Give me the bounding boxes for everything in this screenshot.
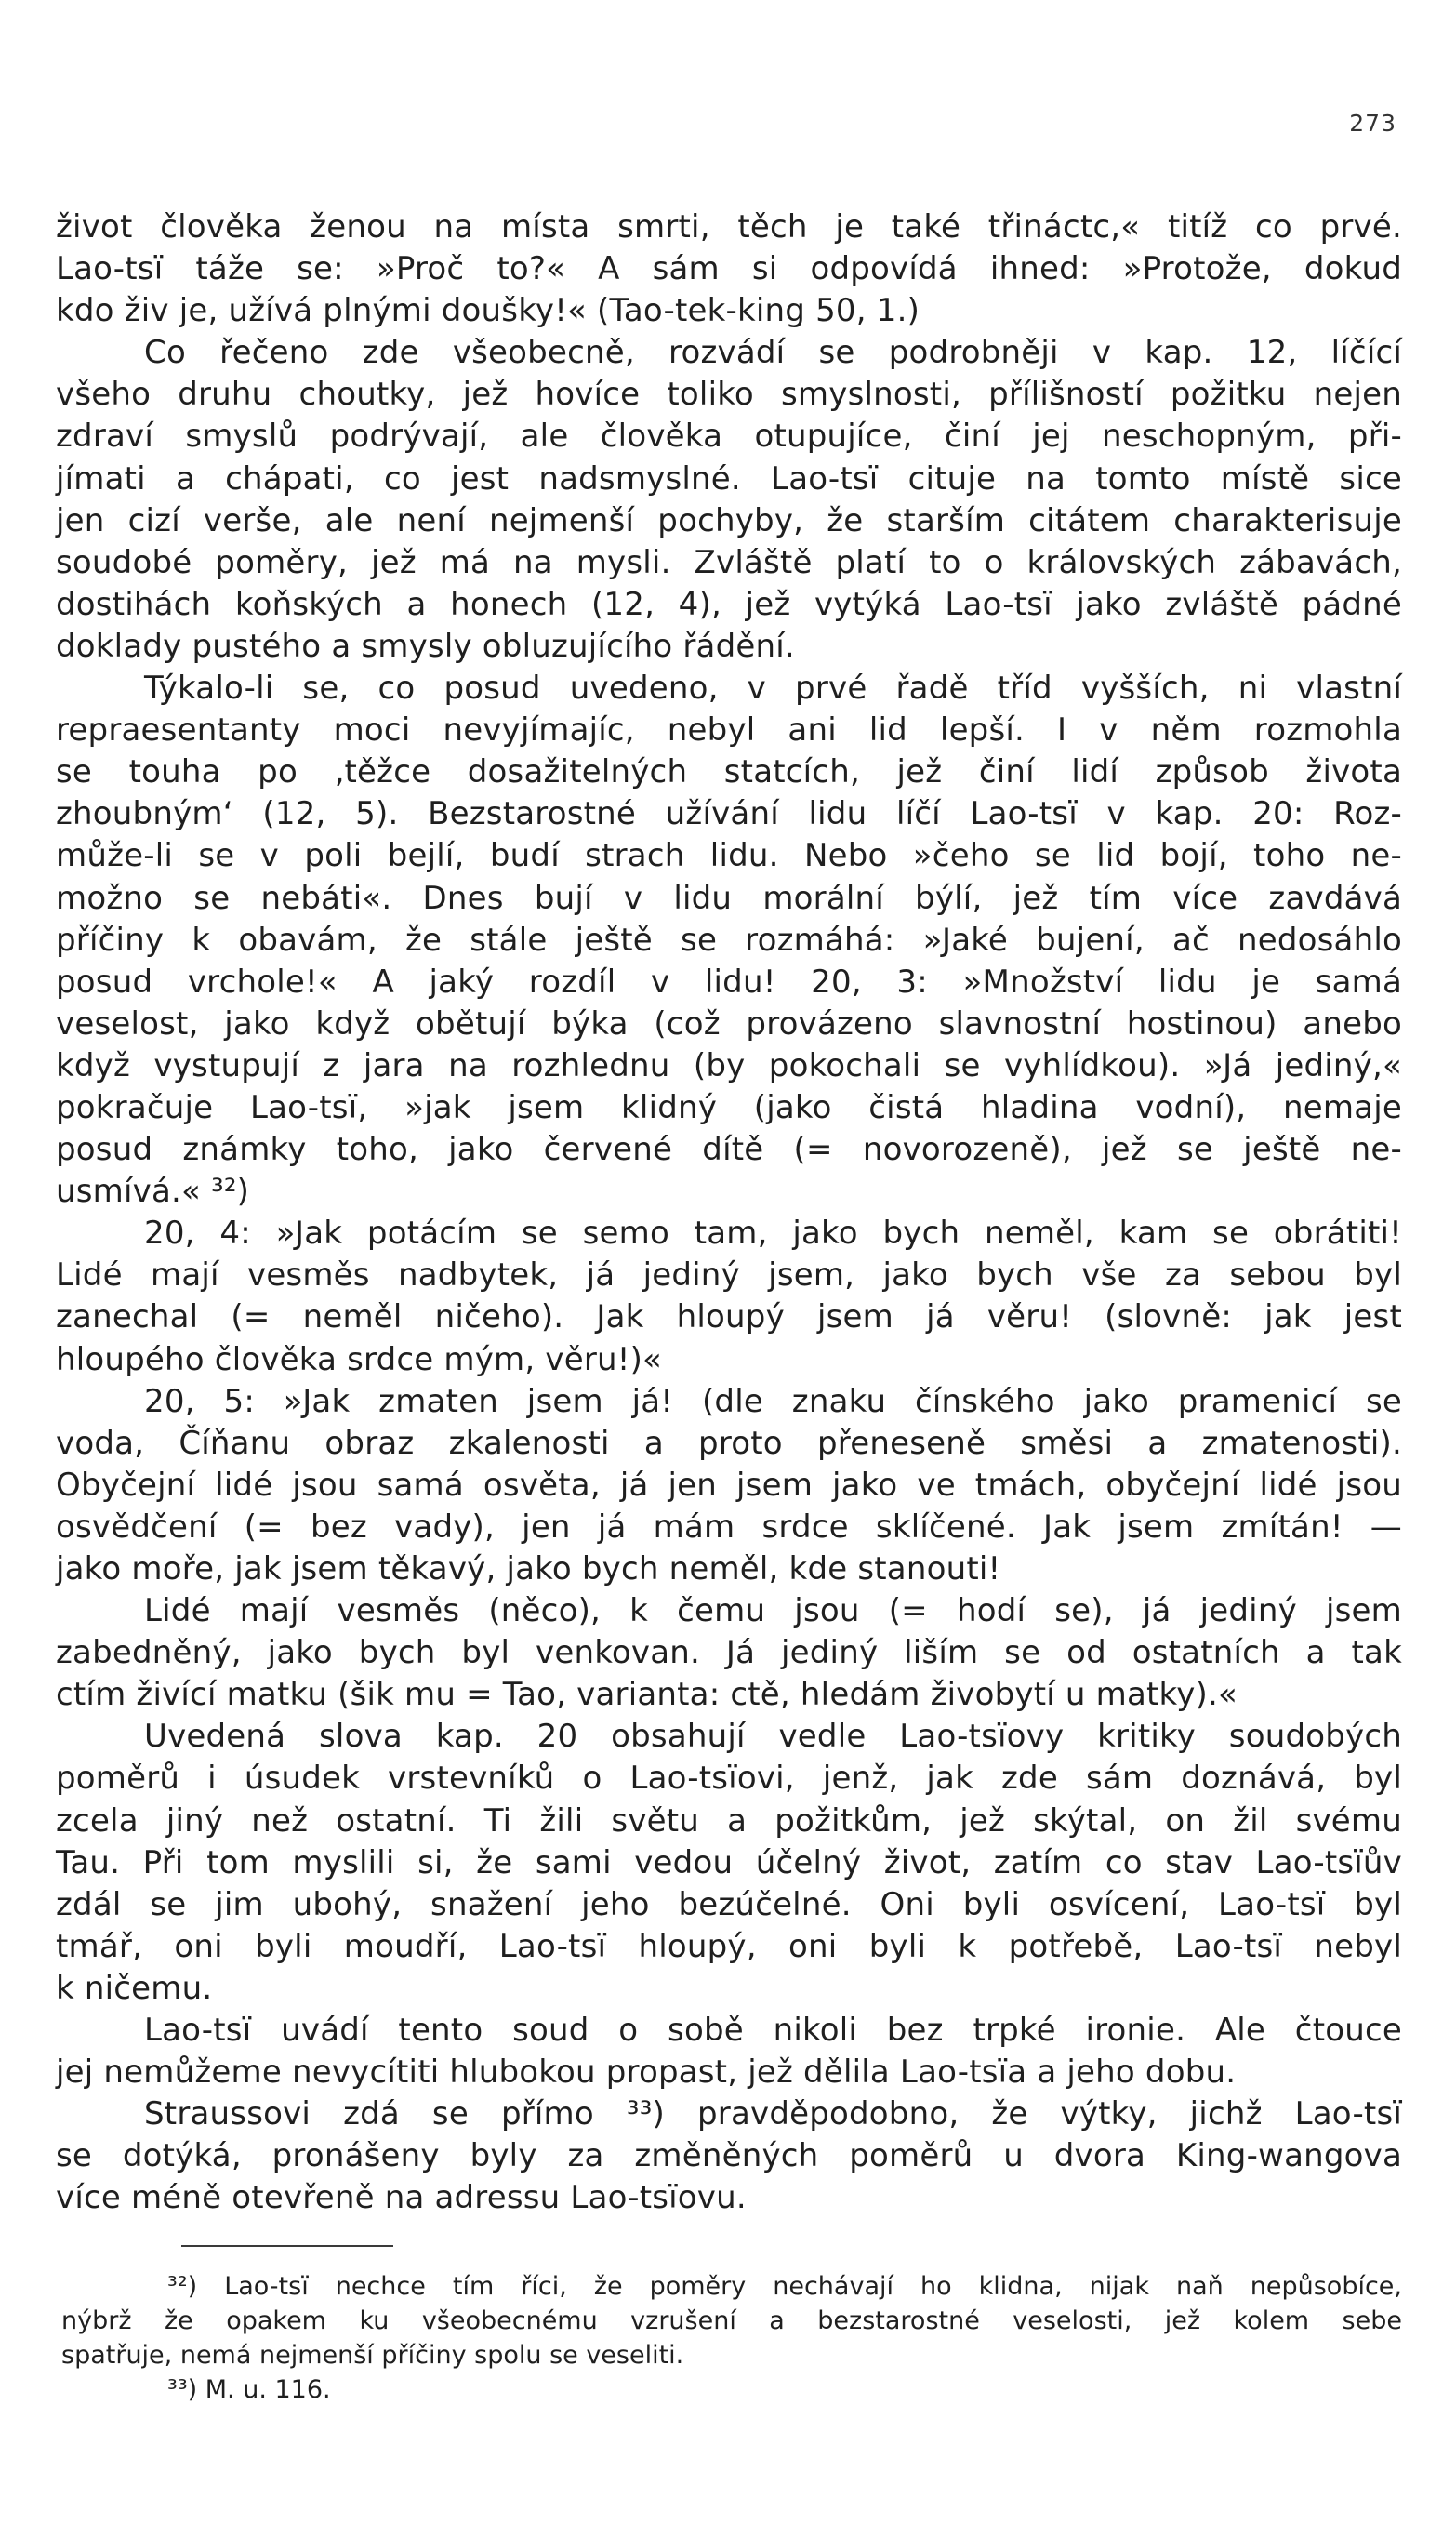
body-text xyxy=(56,206,1402,2220)
text-line-27: zanechal (= neměl ničeho). Jak hloupý jsem já věru! (slovně: jak jest xyxy=(56,1298,1402,1336)
text-line-37: Uvedená slova kap. 20 obsahují vedle Lao-tsïovy kritiky soudobých xyxy=(144,1718,1402,1756)
text-line-4: Co řečeno zde všeobecně, rozvádí se podrobněji v kap. 12, líčící xyxy=(144,334,1402,372)
text-line-28: hloupého člověka srdce mým, věru!)« xyxy=(56,1340,663,1378)
text-line-25: 20, 4: »Jak potácím se semo tam, jako bych neměl, kam se obrátiti! xyxy=(144,1215,1402,1253)
text-line-26: Lidé mají vesměs nadbytek, já jediný jsem, jako bych vše za sebou byl xyxy=(56,1256,1402,1295)
text-line-44: Lao-tsï uvádí tento soud o sobě nikoli bez trpké ironie. Ale čtouce xyxy=(144,2012,1402,2050)
text-line-5: všeho druhu choutky, jež hovíce toliko smyslnosti, přílišností požitku nejen xyxy=(56,376,1402,414)
footnote-line-4: ³³) M. u. 116. xyxy=(167,2375,331,2404)
text-line-13: repraesentanty moci nevyjímajíc, nebyl ani lid lepší. I v něm rozmohla xyxy=(56,711,1402,750)
text-line-31: Obyčejní lidé jsou samá osvěta, já jen jsem jako ve tmách, obyčejní lidé jsou xyxy=(56,1466,1402,1504)
text-line-19: posud vrchole!« A jaký rozdíl v lidu! 20, 3: »Množství lidu je samá xyxy=(56,963,1402,1001)
text-line-36: ctím živící matku (šik mu = Tao, varianta: ctě, hledám živobytí u matky).« xyxy=(56,1676,1238,1714)
text-line-16: může-li se v poli bejlí, budí strach lidu. Nebo »čeho se lid bojí, toho ne- xyxy=(56,837,1402,875)
text-line-41: zdál se jim ubohý, snažení jeho bezúčelné. Oni byli osvícení, Lao-tsï byl xyxy=(56,1885,1402,1923)
text-line-8: jen cizí verše, ale není nejmenší pochyby, že starším citátem charakterisuje xyxy=(56,501,1402,539)
text-line-34: Lidé mají vesměs (něco), k čemu jsou (= hodí se), já jediný jsem xyxy=(144,1592,1402,1630)
text-line-2: Lao-tsï táže se: »Proč to?« A sám si odpovídá ihned: »Protože, dokud xyxy=(56,250,1402,288)
text-line-11: doklady pustého a smysly obluzujícího řádění. xyxy=(56,627,795,665)
text-line-30: voda, Číňanu obraz zkalenosti a proto přeneseně směsi a zmatenosti). xyxy=(56,1424,1402,1462)
footnote-line-1: ³²) Lao-tsï nechce tím říci, že poměry nechávají ho klidna, nijak naň nepůsobíce, xyxy=(167,2272,1402,2301)
text-line-15: zhoubným‘ (12, 5). Bezstarostné užívání lidu líčí Lao-tsï v kap. 20: Roz- xyxy=(56,795,1402,833)
text-line-12: Týkalo-li se, co posud uvedeno, v prvé řadě tříd vyšších, ni vlastní xyxy=(144,670,1402,708)
text-line-18: příčiny k obavám, že stále ještě se rozmáhá: »Jaké bujení, ač nedosáhlo xyxy=(56,921,1402,959)
text-line-42: tmář, oni byli moudří, Lao-tsï hloupý, oni byli k potřebě, Lao-tsï nebyl xyxy=(56,1927,1402,1965)
footnote-line-3: spatřuje, nemá nejmenší příčiny spolu se veseliti. xyxy=(61,2341,684,2370)
text-line-47: se dotýká, pronášeny byly za změněných poměrů u dvora King-wangova xyxy=(56,2137,1402,2175)
text-line-1: život člověka ženou na místa smrti, těch je také třináctc,« titíž co prvé. xyxy=(56,208,1402,246)
text-line-6: zdraví smyslů podrývají, ale člověka otupujíce, činí jej neschopným, při- xyxy=(56,418,1402,456)
text-line-21: když vystupují z jara na rozhlednu (by pokochali se vyhlídkou). »Já jediný,« xyxy=(56,1046,1402,1084)
text-line-14: se touha po ‚těžce dosažitelných statcích, jež činí lidí způsob života xyxy=(56,753,1402,791)
text-line-17: možno se nebáti«. Dnes bují v lidu morální býlí, jež tím více zavdává xyxy=(56,879,1402,917)
text-line-33: jako moře, jak jsem těkavý, jako bych neměl, kde stanouti! xyxy=(56,1550,1001,1588)
footnotes xyxy=(61,2269,1402,2407)
text-line-48: více méně otevřeně na adressu Lao-tsïovu. xyxy=(56,2179,747,2217)
text-line-24: usmívá.« ³²) xyxy=(56,1173,250,1211)
text-line-46: Straussovi zdá se přímo ³³) pravděpodobno, že výtky, jichž Lao-tsï xyxy=(144,2095,1402,2133)
page-number: 273 xyxy=(1349,110,1396,137)
text-line-22: pokračuje Lao-tsï, »jak jsem klidný (jako čistá hladina vodní), nemaje xyxy=(56,1088,1402,1126)
text-line-3: kdo živ je, užívá plnými doušky!« (Tao-tek-king 50, 1.) xyxy=(56,292,920,330)
text-line-9: soudobé poměry, jež má na mysli. Zvláště platí to o královských zábavách, xyxy=(56,543,1402,581)
text-line-20: veselost, jako když obětují býka (což provázeno slavnostní hostinou) anebo xyxy=(56,1004,1402,1043)
text-line-40: Tau. Při tom myslili si, že sami vedou účelný život, zatím co stav Lao-tsïův xyxy=(56,1843,1402,1881)
text-line-38: poměrů i úsudek vrstevníků o Lao-tsïovi, jenž, jak zde sám doznává, byl xyxy=(56,1760,1402,1798)
text-line-32: osvědčení (= bez vady), jen já mám srdce sklíčené. Jak jsem zmítán! — xyxy=(56,1508,1402,1546)
text-line-29: 20, 5: »Jak zmaten jsem já! (dle znaku čínského jako pramenicí se xyxy=(144,1382,1402,1420)
footnote-divider xyxy=(181,2245,393,2247)
text-line-23: posud známky toho, jako červené dítě (= novorozeně), jež se ještě ne- xyxy=(56,1131,1402,1169)
text-line-7: jímati a chápati, co jest nadsmyslné. Lao-tsï cituje na tomto místě sice xyxy=(56,459,1402,498)
footnote-line-2: nýbrž že opakem ku všeobecnému vzrušení a bezstarostné veselosti, jež kolem sebe xyxy=(61,2306,1402,2335)
text-line-43: k ničemu. xyxy=(56,1969,213,2007)
text-line-45: jej nemůžeme nevycítiti hlubokou propast, jež dělila Lao-tsïa a jeho dobu. xyxy=(56,2053,1237,2092)
text-line-10: dostihách koňských a honech (12, 4), jež vytýká Lao-tsï jako zvláště pádné xyxy=(56,585,1402,623)
text-line-35: zabedněný, jako bych byl venkovan. Já jediný liším se od ostatních a tak xyxy=(56,1634,1402,1672)
text-line-39: zcela jiný než ostatní. Ti žili světu a požitkům, jež skýtal, on žil svému xyxy=(56,1801,1402,1840)
